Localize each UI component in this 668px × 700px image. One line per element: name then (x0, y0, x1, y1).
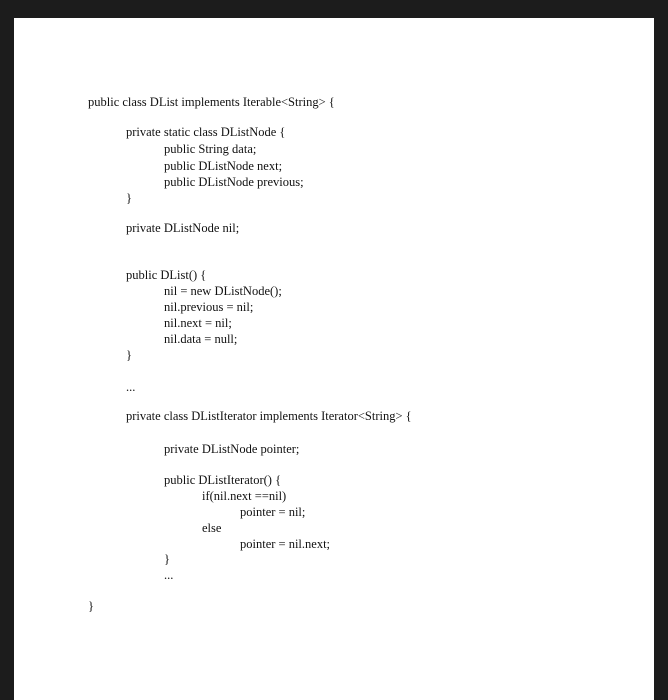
document-page (14, 18, 654, 700)
code-line: nil.previous = nil; (164, 300, 254, 314)
top-bar (0, 0, 668, 18)
code-line: pointer = nil; (240, 505, 306, 519)
code-line: public DListNode next; (164, 159, 283, 173)
code-line: } (88, 599, 94, 613)
code-line: nil.data = null; (164, 332, 238, 346)
code-line: private DListNode pointer; (164, 442, 300, 456)
code-line: nil = new DListNode(); (164, 284, 282, 298)
code-line: } (126, 191, 132, 205)
code-line: private class DListIterator implements Iterator<String> { (126, 409, 412, 423)
code-line: public DListIterator() { (164, 473, 282, 487)
code-line: private static class DListNode { (126, 125, 286, 139)
code-line: ... (126, 380, 136, 394)
code-line: public DList() { (126, 268, 207, 282)
code-line: if(nil.next ==nil) (202, 489, 287, 503)
code-block (14, 18, 654, 700)
code-line: public DListNode previous; (164, 175, 304, 189)
code-line: ... (164, 568, 174, 582)
code-line: nil.next = nil; (164, 316, 232, 330)
code-line: public String data; (164, 142, 257, 156)
code-line: public class DList implements Iterable<String> { (88, 95, 335, 109)
code-line: private DListNode nil; (126, 221, 240, 235)
code-line: else (202, 521, 222, 535)
code-line: } (164, 552, 170, 566)
code-line: pointer = nil.next; (240, 537, 331, 551)
code-line: } (126, 348, 132, 362)
